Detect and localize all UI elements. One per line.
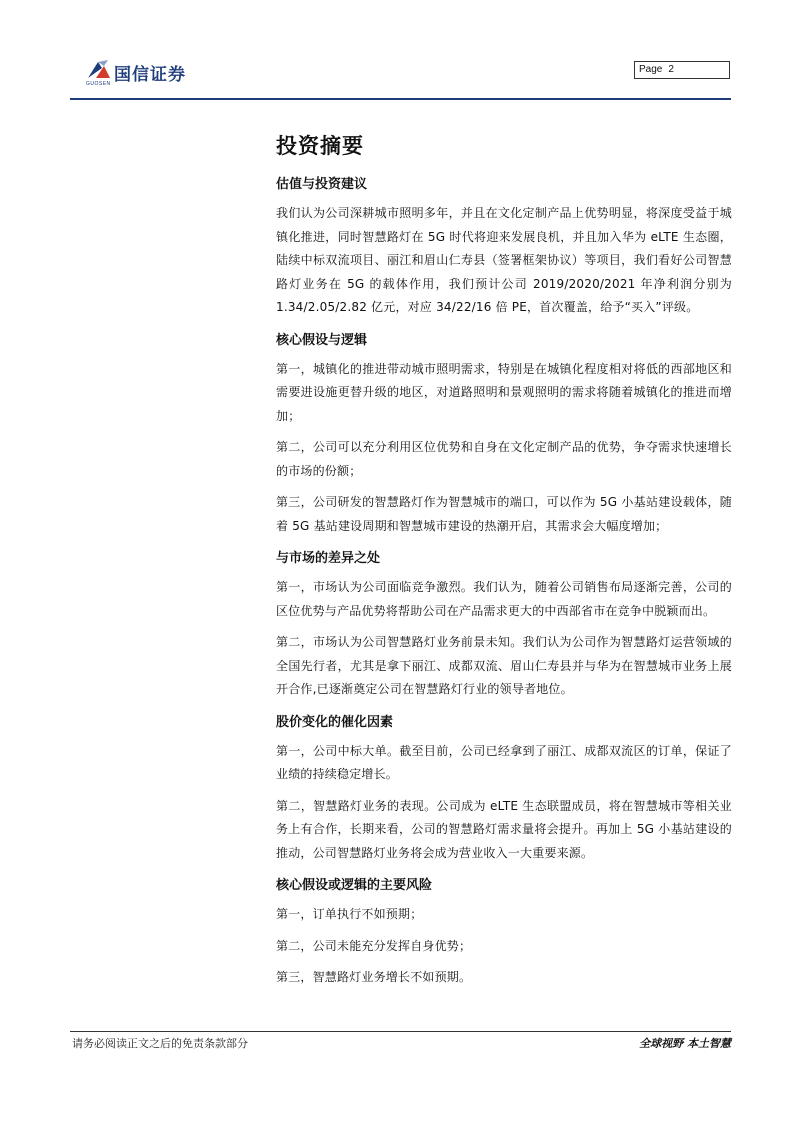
brand-sub: GUOSEN [86,81,111,87]
page-title: 投资摘要 [276,134,364,158]
brand-logo-icon [86,58,112,80]
footer-divider [70,1031,731,1032]
section-heading: 股价变化的催化因素 [276,714,394,730]
footer-slogan: 全球视野 本土智慧 [639,1037,731,1050]
section-heading: 估值与投资建议 [276,177,368,192]
body-paragraph: 第二，公司可以充分利用区位优势和自身在文化定制产品的优势，争夺需求快速增长的市场的份额； [276,440,732,478]
page-header [0,0,793,110]
brand-logo [86,58,226,92]
section-heading: 与市场的差异之处 [276,551,381,566]
body-paragraph: 第一，城镇化的推进带动城市照明需求，特别是在城镇化程度相对将低的西部地区和需要进设施更替升级的地区，对道路照明和景观照明的需求将随着城镇化的推进而增加； [276,361,732,423]
header-divider [70,98,731,100]
body-paragraph: 我们认为公司深耕城市照明多年，并且在文化定制产品上优势明显，将深度受益于城镇化推进，同时智慧路灯在 5G 时代将迎来发展良机，并且加入华为 eLTE 生态圈，陆续中标双流项目、丽江和眉山仁寿县（签署框架协议）等项目，我们看好公司智慧路灯业务在 5G 的载体作用，我们预计公司 2019/2020/2021 年净利润分别为 1.34/2.05/2.82 亿元，对应 34/22/16 倍 PE，首次覆盖，给予“买入”评级。 [276,206,732,314]
body-paragraph: 第二，公司未能充分发挥自身优势； [276,938,472,953]
body-paragraph: 第一，订单执行不如预期； [276,907,423,921]
page-label: Page [639,64,663,75]
body-paragraph: 第二，市场认为公司智慧路灯业务前景未知。我们认为公司作为智慧路灯运营领域的全国先行者，尤其是拿下丽江、成都双流、眉山仁寿县并与华为在智慧城市业务上展开合作,已逐渐奠定公司在智慧路灯行业的领导者地位。 [276,635,732,696]
main-content [276,128,732,998]
section-list [276,174,732,990]
brand-name: 国信证券 [114,65,186,85]
body-paragraph: 第一，公司中标大单。截至目前，公司已经拿到了丽江、成都双流区的订单，保证了业绩的持续稳定增长。 [276,743,732,781]
body-paragraph: 第一，市场认为公司面临竞争激烈。我们认为，随着公司销售布局逐渐完善，公司的区位优势与产品优势将帮助公司在产品需求更大的中西部省市在竞争中脱颖而出。 [276,580,732,618]
page-indicator [634,61,730,79]
section-heading: 核心假设与逻辑 [276,332,368,348]
page-number: 2 [668,64,674,75]
body-paragraph: 第三，智慧路灯业务增长不如预期。 [276,970,472,984]
footer-disclaimer: 请务必阅读正文之后的免责条款部分 [72,1037,248,1050]
body-paragraph: 第二，智慧路灯业务的表现。公司成为 eLTE 生态联盟成员，将在智慧城市等相关业务上有合作，长期来看，公司的智慧路灯需求量将会提升。再加上 5G 小基站建设的推动，公司智慧路灯业务将会成为营业收入一大重要来源。 [276,798,732,860]
section-heading: 核心假设或逻辑的主要风险 [276,878,433,893]
body-paragraph: 第三，公司研发的智慧路灯作为智慧城市的端口，可以作为 5G 小基站建设载体，随着 5G 基站建设周期和智慧城市建设的热潮开启，其需求会大幅度增加； [276,495,732,533]
